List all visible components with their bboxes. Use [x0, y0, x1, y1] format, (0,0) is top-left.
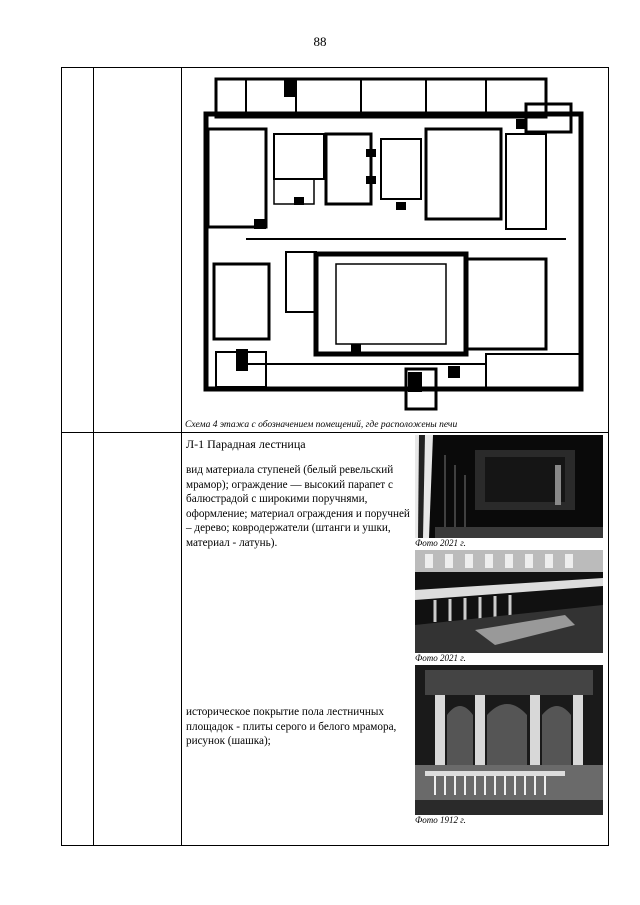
photo-caption: Фото 2021 г. [415, 653, 466, 663]
table-cell-location [94, 433, 182, 846]
table-cell-number [62, 433, 94, 846]
photo-2 [415, 550, 603, 663]
stair-description: вид материала ступеней (белый ревельский мрамор); ограждение — высокий парапет с балюстрадой с широкими поручнями, оформление; материал ограждения и поручней – дерево; ковродержатели (штанги и ушки, материал - латунь). [186, 464, 410, 549]
table-cell-location [94, 68, 182, 433]
page-number: 88 [313, 34, 327, 49]
balustrade-photo [415, 550, 603, 653]
photo-1 [415, 435, 603, 548]
historic-hall-photo [415, 665, 603, 815]
table-row [62, 433, 609, 846]
floor-plan-drawing [186, 74, 602, 414]
staircase-photo [415, 435, 603, 538]
description-table [61, 67, 609, 846]
table-row [62, 68, 609, 433]
table-cell-plan [182, 68, 609, 433]
photo-3 [415, 665, 603, 825]
floor-description: историческое покрытие пола лестничных площадок - плиты серого и белого мрамора, рисунок (шашка); [186, 706, 397, 748]
photo-column [414, 433, 609, 845]
table-cell-number [62, 68, 94, 433]
stair-title: Л-1 Парадная лестница [186, 437, 306, 451]
photo-caption: Фото 1912 г. [415, 815, 466, 825]
table-cell-description [182, 433, 609, 846]
plan-caption: Схема 4 этажа с обозначением помещений, где расположены печи [185, 420, 458, 430]
photo-caption: Фото 2021 г. [415, 538, 466, 548]
